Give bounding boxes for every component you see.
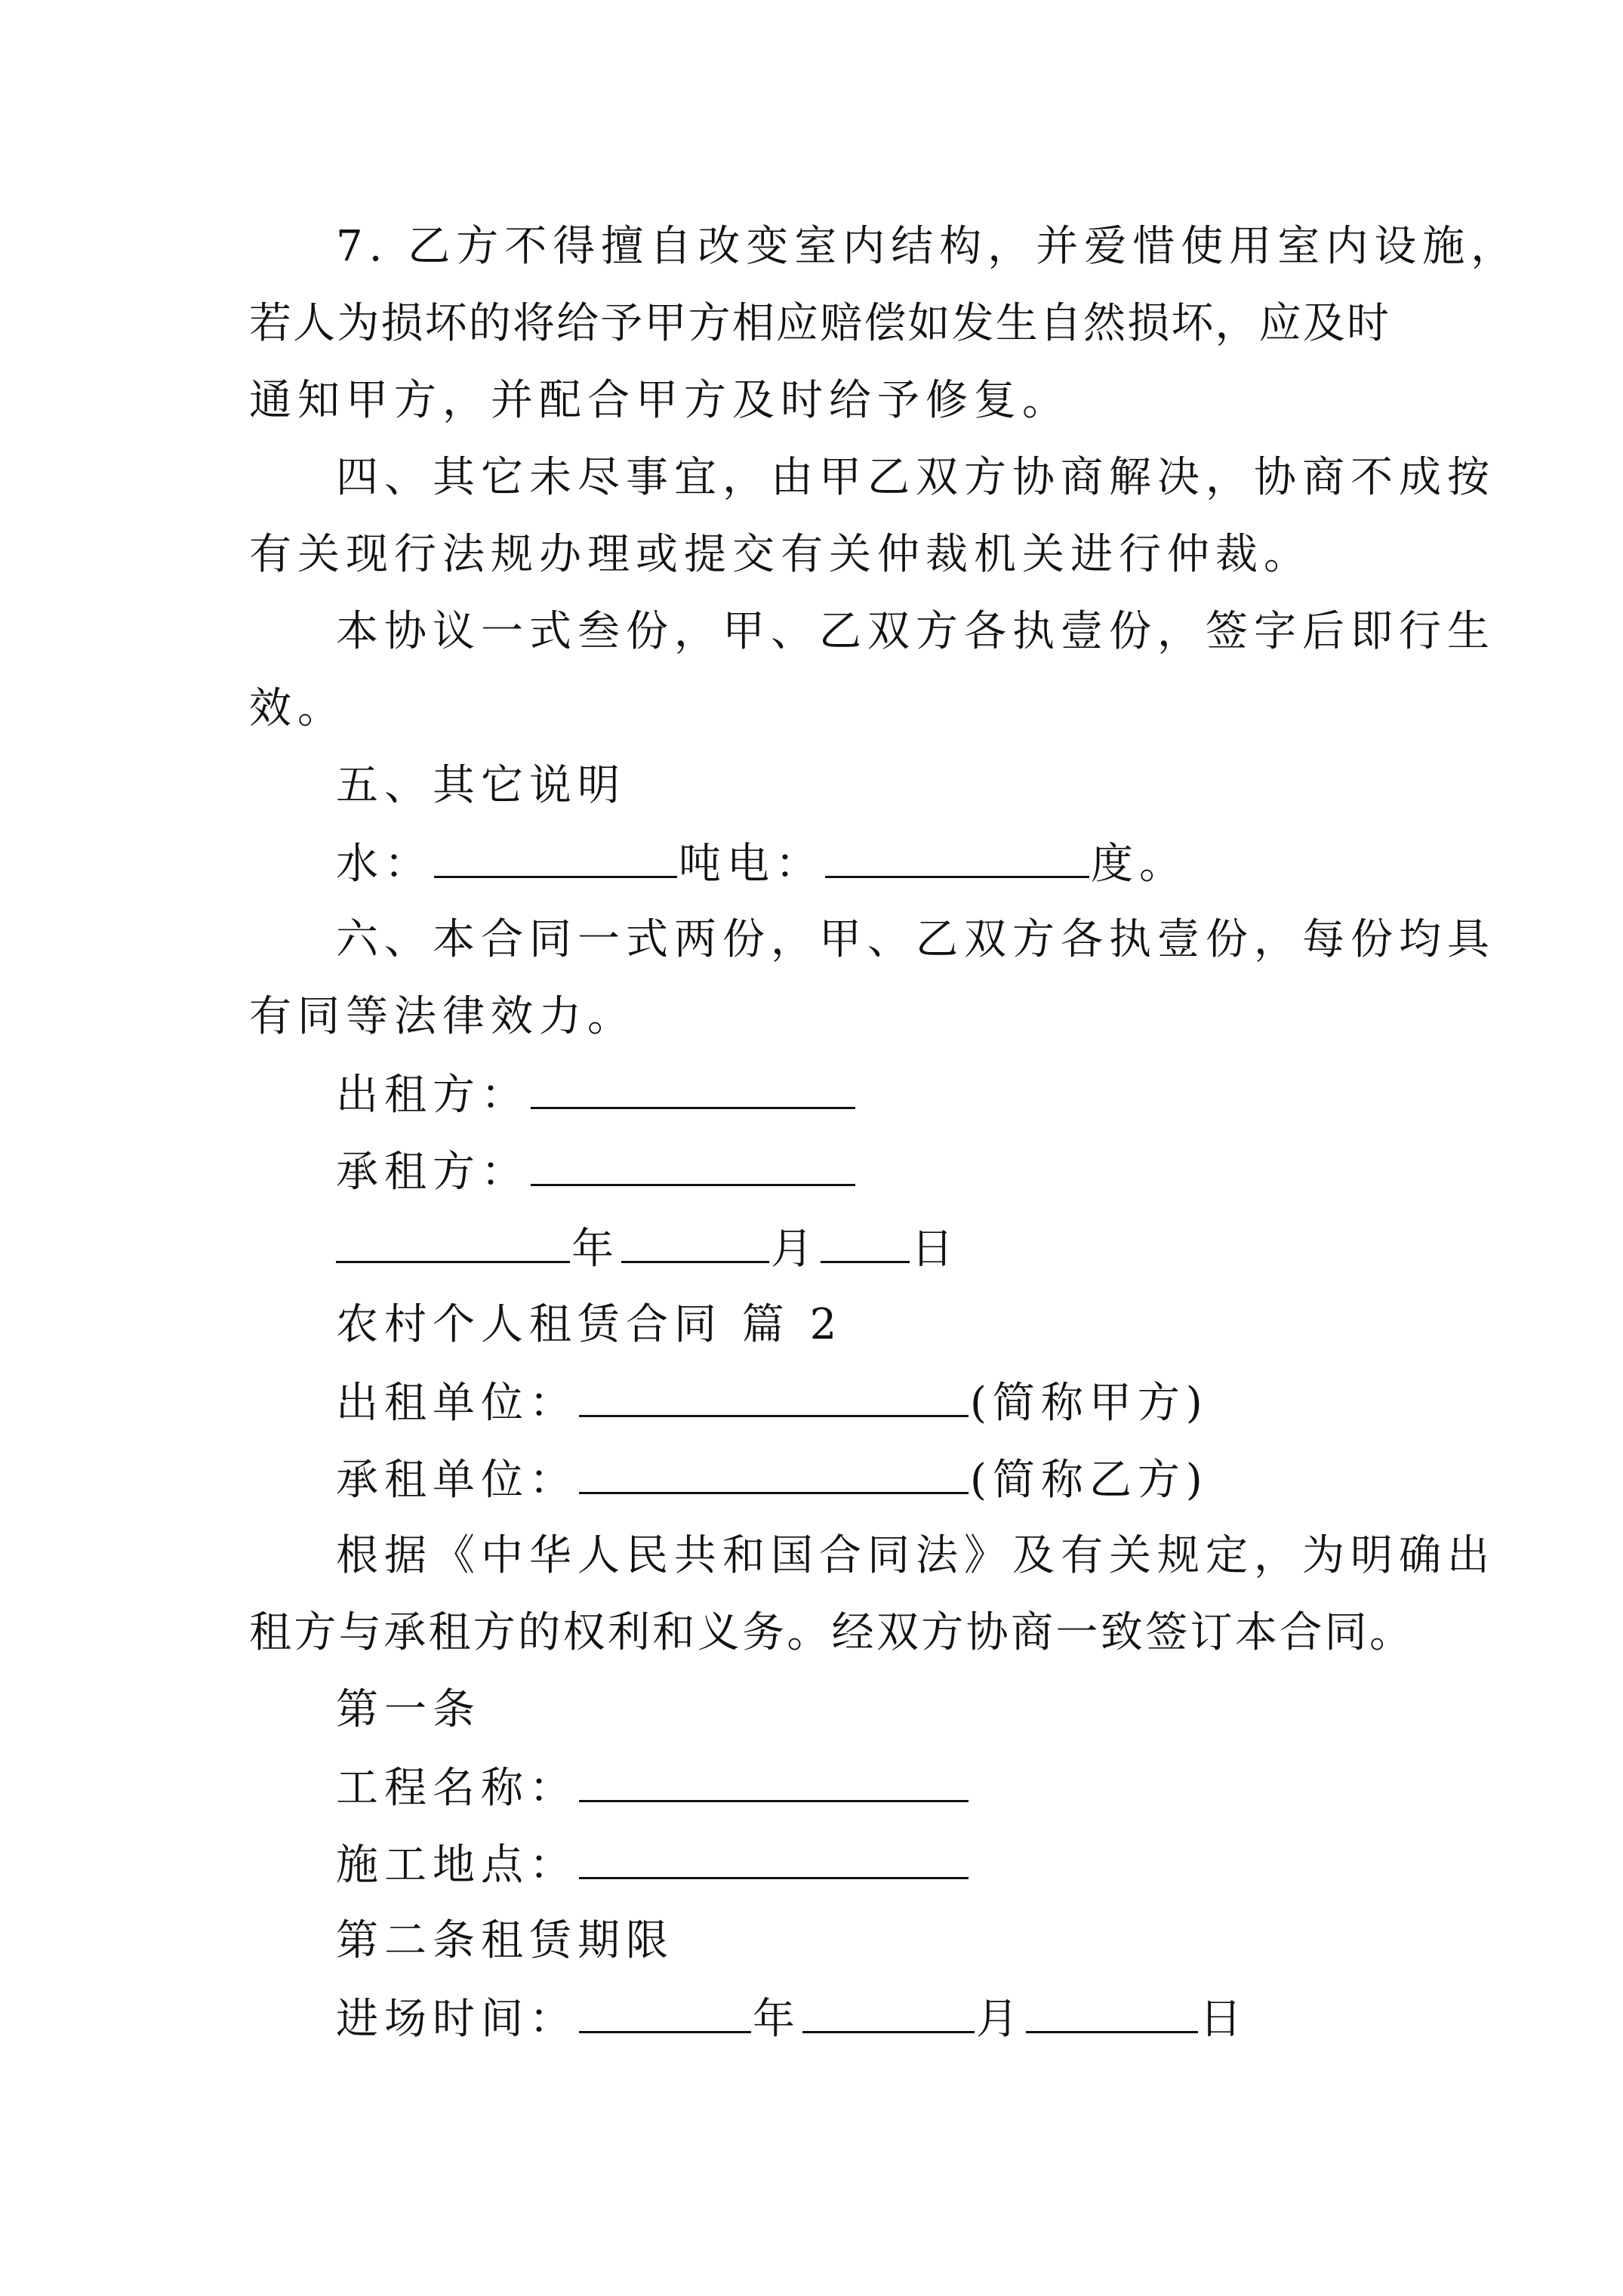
lessee-unit-note: (简称乙方) — [970, 1456, 1209, 1505]
lessor-unit-blank[interactable] — [579, 1376, 969, 1417]
basis-line-1: 根据《中华人民共和国合同法》及有关规定，为明确出 — [336, 1531, 1495, 1580]
project-name-blank[interactable] — [579, 1761, 969, 1802]
lessee-unit-label: 承租单位： — [336, 1456, 577, 1505]
article-2-heading: 第二条租赁期限 — [336, 1916, 674, 1965]
month-blank[interactable] — [621, 1222, 769, 1263]
project-name-line — [336, 1761, 970, 1814]
site-line — [336, 1838, 970, 1891]
lessee-label: 承租方： — [336, 1148, 529, 1197]
lessor-unit-note: (简称甲方) — [970, 1379, 1209, 1428]
elec-unit: 度。 — [1091, 840, 1187, 889]
clause-7-line-3: 通知甲方，并配合甲方及时给予修复。 — [249, 376, 1070, 425]
year-blank[interactable] — [336, 1222, 570, 1263]
date-line — [336, 1222, 959, 1274]
site-label: 施工地点： — [336, 1841, 577, 1890]
lessee-signature-line — [336, 1145, 857, 1197]
copies-line-2: 效。 — [249, 684, 346, 733]
section-5-heading: 五、其它说明 — [336, 761, 626, 810]
lessee-unit-line — [336, 1453, 1209, 1505]
project-name-label: 工程名称： — [336, 1764, 577, 1813]
water-unit-elec-label: 吨电： — [679, 840, 824, 889]
entry-day-label: 日 — [1200, 1995, 1248, 2044]
lessee-blank[interactable] — [531, 1145, 855, 1186]
year-label: 年 — [571, 1225, 620, 1274]
section-4-line-1: 四、其它未尽事宜，由甲乙双方协商解决，协商不成按 — [336, 453, 1495, 502]
entry-day-blank[interactable] — [1026, 1992, 1198, 2033]
day-blank[interactable] — [821, 1222, 910, 1263]
entry-time-label: 进场时间： — [336, 1995, 577, 2044]
article-1-heading: 第一条 — [336, 1685, 481, 1734]
copies-line-1: 本协议一式叁份，甲、乙双方各执壹份，签字后即行生 — [336, 607, 1495, 656]
section-6-line-2: 有同等法律效力。 — [249, 992, 636, 1041]
entry-year-blank[interactable] — [579, 1992, 751, 2033]
water-label: 水： — [336, 840, 433, 889]
day-label: 日 — [911, 1225, 959, 1274]
entry-time-line — [336, 1992, 1248, 2045]
entry-month-label: 月 — [976, 1995, 1024, 2044]
lessor-signature-line — [336, 1068, 857, 1120]
clause-7-line-2: 若人为损坏的将给予甲方相应赔偿如发生自然损坏，应及时 — [249, 299, 1389, 348]
contract-2-title: 农村个人租赁合同 篇 2 — [336, 1300, 843, 1349]
lessee-unit-blank[interactable] — [579, 1453, 969, 1494]
month-label: 月 — [771, 1225, 819, 1274]
basis-line-2: 租方与承租方的权利和义务。经双方协商一致签订本合同。 — [249, 1608, 1412, 1657]
clause-7-line-1: 7. 乙方不得擅自改变室内结构，并爱惜使用室内设施， — [336, 222, 1520, 271]
lessor-unit-label: 出租单位： — [336, 1379, 577, 1428]
entry-year-label: 年 — [753, 1995, 801, 2044]
water-blank[interactable] — [434, 837, 677, 878]
site-blank[interactable] — [579, 1838, 969, 1879]
section-6-line-1: 六、本合同一式两份，甲、乙双方各执壹份，每份均具 — [336, 915, 1495, 964]
lessor-unit-line — [336, 1376, 1209, 1428]
entry-month-blank[interactable] — [802, 1992, 975, 2033]
lessor-blank[interactable] — [531, 1068, 855, 1109]
electricity-blank[interactable] — [825, 837, 1089, 878]
lessor-label: 出租方： — [336, 1071, 529, 1120]
section-4-line-2: 有关现行法规办理或提交有关仲裁机关进行仲裁。 — [249, 530, 1312, 579]
utility-line — [336, 837, 1187, 889]
